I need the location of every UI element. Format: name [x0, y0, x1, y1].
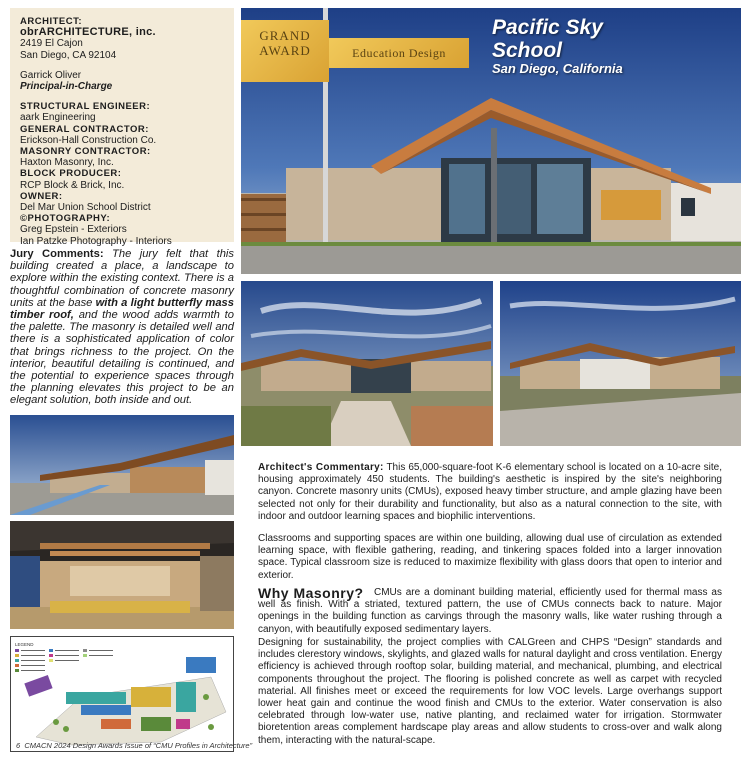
architect-address-line2: San Diego, CA 92104: [20, 49, 117, 61]
architect-commentary: [258, 462, 722, 582]
architect-heading: ARCHITECT:: [20, 16, 82, 27]
structural-heading: STRUCTURAL ENGINEER:: [20, 101, 151, 113]
block-heading: BLOCK PRODUCER:: [20, 168, 122, 180]
credits-box: [10, 8, 234, 247]
gc-name: Erickson-Hall Construction Co.: [20, 134, 157, 146]
project-title-line1: Pacific Sky: [492, 16, 603, 39]
masonry-name: Haxton Masonry, Inc.: [20, 157, 114, 169]
gc-heading: GENERAL CONTRACTOR:: [20, 123, 149, 135]
block-name: RCP Block & Brick, Inc.: [20, 179, 125, 191]
architect-address-line1: 2419 El Cajon: [20, 38, 83, 50]
footer-text: CMACN 2024 Design Awards Issue of “CMU Profiles in Architecture”: [24, 741, 253, 750]
commentary-paragraph-1: This 65,000-square-foot K-6 elementary school is located on a 10-acre site, housing approximately 450 students. The building's aesthetic is inspired by the site's neighboring canyon. Concrete masonry units (CMUs), exposed heavy timber structure, and ample glazing have been selected not only for their durability and functionality, but also as a natural connection to the site, with indoor and outdoor learning spaces and biophilic interventions.: [258, 462, 723, 522]
architect-name: obrARCHITECTURE, inc.: [20, 26, 156, 39]
commentary-label: Architect's Commentary:: [258, 462, 384, 473]
sitemap-legend-title: LEGEND: [15, 642, 34, 647]
structural-name: aark Engineering: [20, 112, 96, 124]
project-title: [492, 16, 732, 62]
project-title-line2: School: [492, 39, 563, 62]
entrance-photo: [241, 281, 493, 446]
jury-text-bold: with a light butterfly mass timber roof,: [10, 296, 234, 322]
commentary-paragraph-2: Classrooms and supporting spaces are within one building, allowing dual use of circulation as extended learning space, with flexible gathering, reading, and tinkering spaces folded into a larger innovation space. Typical classroom size is reduced to maximize flexibility with glass doors that open to interior and exterior.: [258, 533, 722, 581]
principal-name: Garrick Oliver: [20, 69, 82, 81]
project-location: San Diego, California: [492, 61, 623, 76]
photography-line2: Ian Patzke Photography - Interiors: [20, 235, 172, 247]
award-badge: [241, 20, 329, 82]
photography-heading: ©PHOTOGRAPHY:: [20, 213, 111, 225]
why-masonry-paragraph-2: Designing for sustainability, the project complies with CALGreen and CHPS “Design” standards and includes clerestory windows, skylights, and glazed walls for natural daylight and cross ventilation. Energy efficiency is achieved through rooftop solar, building material, and mechanical, plumbing, and electrical components throughout the project. The flooring is polished concrete as well as carpet with recycled material. All finishes meet or exceed the requirements for low VOC levels. Large overhangs support lower heat gain and continue the wood finish and CMUs to the exterior. Water conservation is also celebrated through low-water use, native planting, and reclaimed water for irrigation. Stormwater bioretention areas complement hardscape play areas and allow students to cross-over and walk along them, interacting with the natural-scape.: [258, 637, 722, 746]
award-badge-line2: AWARD: [259, 43, 311, 58]
playground-photo: [10, 415, 234, 515]
jury-text-2: and the wood adds warmth to the palette. The masonry is detailed well and there is a sophisticated application of color that brings richness to the project. On the interior, beautiful detailing is continued, and the potential to experience spaces through the planning elevates this project to be an elegant solution, both inside and out.: [10, 309, 234, 407]
photography-line1: Greg Epstein - Exteriors: [20, 224, 127, 236]
masonry-heading: MASONRY CONTRACTOR:: [20, 146, 151, 158]
interior-photo: [10, 521, 234, 629]
principal-role: Principal-in-Charge: [20, 81, 113, 93]
award-badge-line1: GRAND: [259, 28, 311, 43]
award-category: Education Design: [329, 38, 469, 68]
why-masonry-heading: Why Masonry?: [258, 585, 364, 601]
why-masonry-paragraph-1: CMUs are a dominant building material, efficiently used for thermal mass as well as finish. With a striated, textured pattern, the use of CMUs connects back to nature. Major openings in the building function as carvings through the masonry walls, like water rushing through a canyon, with beautifully exposed sedimentary layers.: [258, 587, 722, 635]
page-number: 6: [16, 741, 21, 750]
jury-comments: [10, 248, 234, 407]
owner-name: Del Mar Union School District: [20, 202, 151, 214]
page-footer: [16, 741, 252, 750]
jury-text-1: The jury felt that this building created a place, a landscape to explore within the existing context. There is a thoughtful combination of concrete masonry units at the base: [10, 248, 234, 309]
side-photo: [500, 281, 741, 446]
jury-label: Jury Comments:: [10, 248, 104, 260]
owner-heading: OWNER:: [20, 190, 63, 202]
site-plan: [10, 636, 234, 752]
